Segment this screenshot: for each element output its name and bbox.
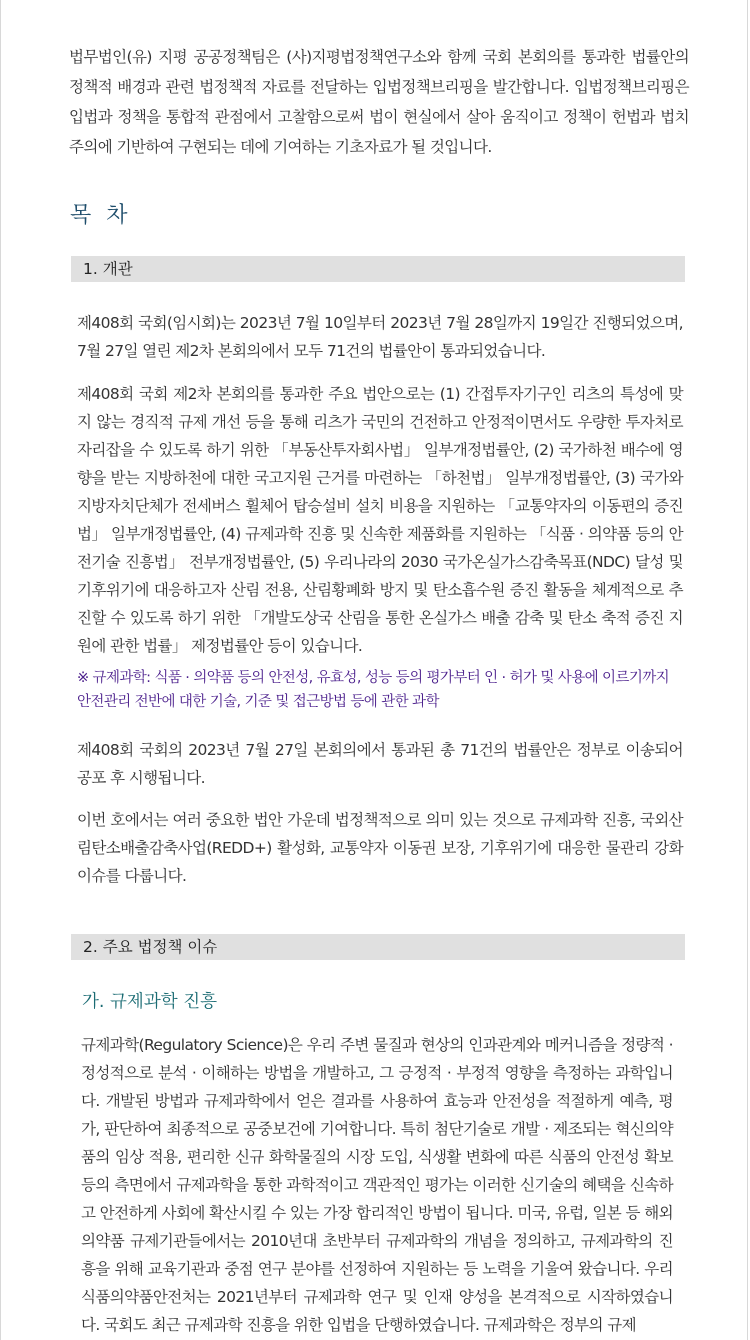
section-1-paragraph-2: 제408회 국회 제2차 본회의를 통과한 주요 법안으로는 (1) 간접투자기구인 리츠의 특성에 맞지 않는 경직적 규제 개선 등을 통해 리츠가 국민의 건전하고 안정적이면서도 우량한 투자처로 자리잡을 수 있도록 하기 위한 「부동산투자회사법」 일부개정법률안, (2) 국가하천 배수에 영향을 받는 지방하천에 대한 국고지원 근거를 마련하는 「하천법」 일부개정법률안, (3) 국가와 지방자치단체가 전세버스 휠체어 탑승설비 설치 비용을 지원하는 「교통약자의 이동편의 증진법」 일부개정법률안, (4) 규제과학 진흥 및 신속한 제품화를 지원하는 「식품 · 의약품 등의 안전기술 진흥법」 전부개정법률안, (5) 우리나라의 2030 국가온실가스감축목표(NDC) 달성 및 기후위기에 대응하고자 산림 전용, 산림황폐화 방지 및 탄소흡수원 증진 활동을 체계적으로 추진할 수 있도록 하기 위한 「개발도상국 산림을 통한 온실가스 배출 감축 및 탄소 축적 증진 지원에 관한 법률」 제정법률안 등이 있습니다. <box>77 385 683 655</box>
section-2-heading: 2. 주요 법정책 이슈 <box>71 934 685 960</box>
regulatory-science-note: ※ 규제과학: 식품 · 의약품 등의 안전성, 유효성, 성능 등의 평가부터 인 · 허가 및 사용에 이르기까지 안전관리 전반에 대한 기술, 기준 및 접근방법 등에 관한 과학 <box>77 670 670 710</box>
section-1-paragraph-3: 제408회 국회의 2023년 7월 27일 본회의에서 통과된 총 71건의 법률안은 정부로 이송되어 공포 후 시행됩니다. <box>77 741 683 787</box>
section-1-heading: 1. 개관 <box>71 256 685 282</box>
section-1-paragraph-1: 제408회 국회(임시회)는 2023년 7월 10일부터 2023년 7월 28일까지 19일간 진행되었으며, 7월 27일 열린 제2차 본회의에서 모두 71건의 법률안이 통과되었습니다. <box>77 314 683 360</box>
intro-paragraph: 법무법인(유) 지평 공공정책팀은 (사)지평법정책연구소와 함께 국회 본회의를 통과한 법률안의 정책적 배경과 관련 법정책적 자료를 전달하는 입법정책브리핑을 발간합니다. 입법정책브리핑은 입법과 정책을 통합적 관점에서 고찰함으로써 법이 현실에서 살아 움직이고 정책이 헌법과 법치주의에 기반하여 구현되는 데에 기여하는 기초자료가 될 것입니다. <box>69 48 689 156</box>
section-1-paragraph-4: 이번 호에서는 여러 중요한 법안 가운데 법정책적으로 의미 있는 것으로 규제과학 진흥, 국외산림탄소배출감축사업(REDD+) 활성화, 교통약자 이동권 보장, 기후위기에 대응한 물관리 강화 이슈를 다룹니다. <box>77 811 683 885</box>
section-2-paragraph: 규제과학(Regulatory Science)은 우리 주변 물질과 현상의 인과관계와 메커니즘을 정량적 · 정성적으로 분석 · 이해하는 방법을 개발하고, 그 긍정적 · 부정적 영향을 측정하는 과학입니다. 개발된 방법과 규제과학에서 얻은 결과를 사용하여 효능과 안전성을 적절하게 예측, 평가, 판단하여 최종적으로 공중보건에 기여합니다. 특히 첨단기술로 개발 · 제조되는 혁신의약품의 임상 적용, 편리한 신규 화학물질의 시장 도입, 식생활 변화에 따른 식품의 안전성 확보 등의 측면에서 규제과학을 통한 과학적이고 객관적인 평가는 이러한 신기술의 혜택을 신속하고 안전하게 사회에 확산시킬 수 있는 가장 합리적인 방법이 됩니다. 미국, 유럽, 일본 등 해외 의약품 규제기관들에서는 2010년대 초반부터 규제과학의 개념을 정의하고, 규제과학의 진흥을 위해 교육기관과 중점 연구 분야를 선정하여 지원하는 등 노력을 기울여 왔습니다. 우리 식품의약품안전처는 2021년부터 규제과학 연구 및 인재 양성을 본격적으로 시작하였습니다. 국회도 최근 규제과학 진흥을 위한 입법을 단행하였습니다. 규제과학은 정부의 규제 <box>81 1036 673 1334</box>
toc-title: 목 차 <box>70 203 132 228</box>
section-2-subheading: 가. 규제과학 진흥 <box>82 992 218 1012</box>
